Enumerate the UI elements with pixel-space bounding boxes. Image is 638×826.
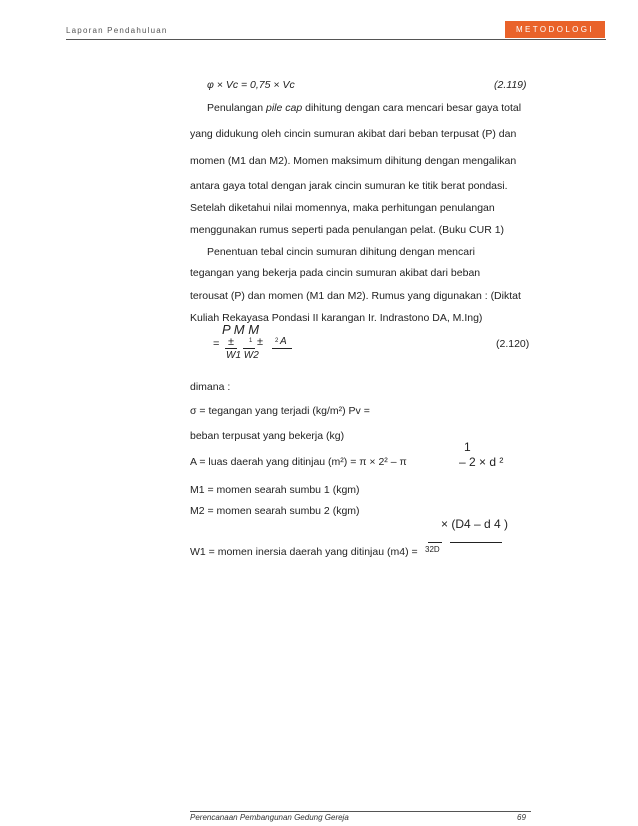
area-fraction-top: 1 [464, 440, 471, 454]
equation-2-120-denominators: W1 W2 [226, 350, 259, 361]
inertia-formula-top: × (D4 – d 4 ) [441, 517, 509, 531]
paragraph-1-line-4: antara gaya total dengan jarak cincin sumuran ke titik berat pondasi. [190, 180, 508, 192]
page-number: 69 [517, 813, 526, 822]
footer-title: Perencanaan Pembangunan Gedung Gereja [190, 813, 349, 822]
definition-m2: M2 = momen searah sumbu 2 (kgm) [190, 505, 360, 517]
text-run: Penulangan [207, 102, 266, 114]
paragraph-1-line-5: Setelah diketahui nilai momennya, maka perhitungan penulangan [190, 202, 495, 214]
equation-2-120-plusminus-1: ± [228, 336, 235, 348]
fraction-bar [225, 348, 237, 349]
inertia-formula-bottom: 32D [425, 545, 440, 554]
definition-load: beban terpusat yang bekerja (kg) [190, 430, 345, 442]
equation-number-2-120: (2.120) [496, 338, 530, 350]
definition-m1: M1 = momen searah sumbu 1 (kgm) [190, 484, 360, 496]
equation-2-120-plusminus-2: ± [257, 336, 264, 348]
paragraph-2-line-4: Kuliah Rekayasa Pondasi II karangan Ir. Indrastono DA, M.Ing) [190, 312, 483, 324]
fraction-bar [450, 542, 502, 543]
paragraph-1-line-1 [207, 102, 521, 114]
paragraph-1-line-3: momen (M1 dan M2). Momen maksimum dihitung dengan mengalikan [190, 155, 517, 167]
equation-2-120-subscript-1: 1 [249, 338, 253, 344]
area-fraction-bottom: – 2 × d ² [459, 455, 504, 469]
footer-divider [190, 811, 531, 812]
italic-term: pile cap [265, 102, 303, 114]
paragraph-2-line-3: terousat (P) dan momen (M1 dan M2). Rumus yang digunakan : (Diktat [190, 290, 521, 302]
equation-2-119: φ × Vc = 0,75 × Vc [207, 79, 295, 91]
definition-sigma: σ = tegangan yang terjadi (kg/m²) Pv = [190, 405, 370, 417]
header-section-badge: METODOLOGI [505, 21, 605, 38]
definition-w1: W1 = momen inersia daerah yang ditinjau (m4) = [190, 546, 418, 558]
header-divider [66, 39, 606, 40]
paragraph-2-line-2: tegangan yang bekerja pada cincin sumuran akibat dari beban [190, 267, 481, 279]
equation-2-120-subscript-2: 2 [275, 338, 279, 344]
equation-2-120-equals: = [213, 338, 220, 350]
definition-area: A = luas daerah yang ditinjau (m²) = π × 2² – π [190, 456, 407, 468]
fraction-bar [243, 348, 255, 349]
equation-2-120-area: A [280, 336, 287, 347]
fraction-bar [428, 542, 442, 543]
paragraph-2-line-1: Penentuan tebal cincin sumuran dihitung dengan mencari [207, 246, 475, 258]
text-run: dihitung dengan cara mencari besar gaya total [302, 102, 522, 114]
paragraph-1-line-6: menggunakan rumus seperti pada penulangan pelat. (Buku CUR 1) [190, 224, 505, 236]
equation-number-2-119: (2.119) [494, 79, 527, 91]
header-title: Laporan Pendahuluan [66, 26, 168, 35]
fraction-bar [272, 348, 292, 349]
paragraph-1-line-2: yang didukung oleh cincin sumuran akibat dari beban terpusat (P) dan [190, 128, 517, 140]
definitions-intro: dimana : [190, 381, 231, 393]
equation-2-120-numerators: P M M [222, 322, 260, 337]
